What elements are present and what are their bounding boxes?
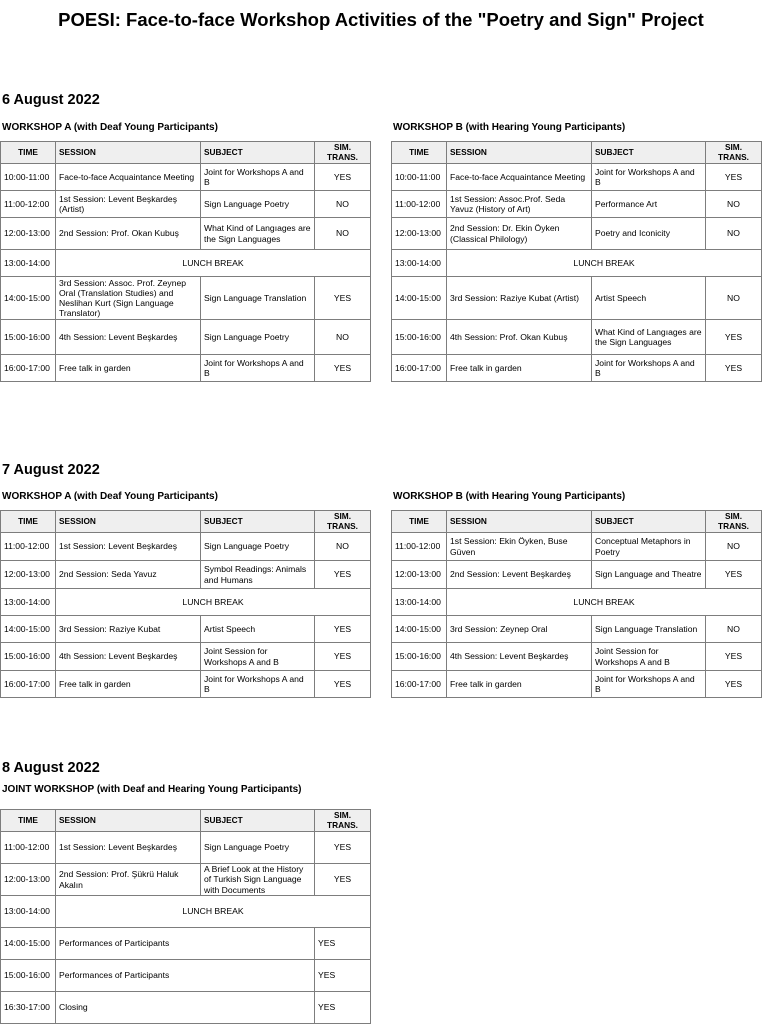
table-header-row: [1, 511, 371, 533]
subject-cell: What Kind of Langıages are the Sign Languages: [201, 218, 315, 250]
sim-trans-cell: YES: [315, 616, 371, 643]
schedule-table-day3-joint: [0, 809, 371, 1024]
header-sim-trans: SIM. TRANS.: [706, 142, 762, 164]
lunch-break-cell: LUNCH BREAK: [56, 250, 371, 277]
time-cell: 10:00-11:00: [392, 164, 447, 191]
sim-trans-cell: YES: [315, 355, 371, 382]
time-cell: 13:00-14:00: [1, 896, 56, 928]
time-cell: 11:00-12:00: [392, 191, 447, 218]
sim-trans-cell: NO: [706, 533, 762, 561]
table-row: [1, 561, 371, 589]
table-row: [392, 164, 762, 191]
header-session: SESSION: [447, 142, 592, 164]
header-session: SESSION: [56, 810, 201, 832]
sim-trans-cell: YES: [315, 928, 371, 960]
schedule-table-day1-workshop-a: [0, 141, 371, 382]
page-title: POESI: Face-to-face Workshop Activities of the "Poetry and Sign" Project: [58, 9, 704, 30]
table-row: [392, 355, 762, 382]
session-cell: Performances of Participants: [56, 928, 315, 960]
time-cell: 15:00-16:00: [1, 320, 56, 355]
table-row: [1, 992, 371, 1024]
header-subject: SUBJECT: [592, 142, 706, 164]
sim-trans-cell: NO: [315, 320, 371, 355]
time-cell: 14:00-15:00: [1, 277, 56, 320]
subject-cell: Joint Session for Workshops A and B: [201, 643, 315, 671]
subject-cell: Joint for Workshops A and B: [592, 355, 706, 382]
table-row: [392, 533, 762, 561]
session-cell: Closing: [56, 992, 315, 1024]
session-cell: 2nd Session: Prof. Şükrü Haluk Akalın: [56, 864, 201, 896]
session-cell: 2nd Session: Levent Beşkardeş: [447, 561, 592, 589]
table-row: [1, 277, 371, 320]
sim-trans-cell: NO: [315, 191, 371, 218]
day-heading-8-august: 8 August 2022: [2, 760, 100, 776]
sim-trans-cell: NO: [706, 191, 762, 218]
time-cell: 13:00-14:00: [392, 589, 447, 616]
table-row: [1, 671, 371, 698]
time-cell: 13:00-14:00: [1, 589, 56, 616]
sim-trans-cell: YES: [315, 561, 371, 589]
lunch-break-row: [392, 250, 762, 277]
sim-trans-cell: YES: [315, 671, 371, 698]
workshop-b-title: WORKSHOP B (with Hearing Young Participants): [393, 491, 626, 502]
workshop-a-title: WORKSHOP A (with Deaf Young Participants): [2, 122, 218, 133]
session-cell: 1st Session: Assoc.Prof. Seda Yavuz (History of Art): [447, 191, 592, 218]
table-row: [1, 320, 371, 355]
time-cell: 10:00-11:00: [1, 164, 56, 191]
sim-trans-cell: NO: [706, 616, 762, 643]
table-row: [1, 928, 371, 960]
session-cell: Free talk in garden: [447, 671, 592, 698]
time-cell: 12:00-13:00: [1, 561, 56, 589]
schedule-table-day2-workshop-a: [0, 510, 371, 698]
subject-cell: Artist Speech: [201, 616, 315, 643]
header-session: SESSION: [56, 142, 201, 164]
header-session: SESSION: [56, 511, 201, 533]
time-cell: 15:00-16:00: [1, 960, 56, 992]
time-cell: 16:30-17:00: [1, 992, 56, 1024]
subject-cell: Sign Language Translation: [592, 616, 706, 643]
session-cell: Face-to-face Acquaintance Meeting: [447, 164, 592, 191]
table-header-row: [1, 810, 371, 832]
sim-trans-cell: YES: [315, 277, 371, 320]
subject-cell: Joint Session for Workshops A and B: [592, 643, 706, 671]
table-row: [392, 191, 762, 218]
table-header-row: [392, 142, 762, 164]
sim-trans-cell: YES: [706, 164, 762, 191]
table-row: [1, 218, 371, 250]
time-cell: 13:00-14:00: [392, 250, 447, 277]
time-cell: 12:00-13:00: [1, 864, 56, 896]
session-cell: 3rd Session: Zeynep Oral: [447, 616, 592, 643]
header-time: TIME: [1, 511, 56, 533]
table-row: [392, 643, 762, 671]
time-cell: 14:00-15:00: [1, 616, 56, 643]
lunch-break-cell: LUNCH BREAK: [447, 589, 762, 616]
sim-trans-cell: YES: [315, 164, 371, 191]
time-cell: 12:00-13:00: [1, 218, 56, 250]
lunch-break-cell: LUNCH BREAK: [447, 250, 762, 277]
subject-cell: Joint for Workshops A and B: [201, 355, 315, 382]
header-time: TIME: [1, 142, 56, 164]
table-header-row: [1, 142, 371, 164]
session-cell: Face-to-face Acquaintance Meeting: [56, 164, 201, 191]
time-cell: 12:00-13:00: [392, 561, 447, 589]
day-heading-6-august: 6 August 2022: [2, 92, 100, 108]
sim-trans-cell: YES: [706, 561, 762, 589]
lunch-break-row: [1, 589, 371, 616]
session-cell: 4th Session: Levent Beşkardeş: [447, 643, 592, 671]
table-row: [1, 643, 371, 671]
table-row: [1, 960, 371, 992]
subject-cell: Sign Language Poetry: [201, 832, 315, 864]
time-cell: 15:00-16:00: [1, 643, 56, 671]
table-row: [392, 561, 762, 589]
header-subject: SUBJECT: [201, 511, 315, 533]
sim-trans-cell: YES: [706, 671, 762, 698]
time-cell: 11:00-12:00: [392, 533, 447, 561]
header-subject: SUBJECT: [201, 142, 315, 164]
sim-trans-cell: YES: [315, 960, 371, 992]
sim-trans-cell: YES: [315, 832, 371, 864]
lunch-break-row: [1, 896, 371, 928]
subject-cell: Symbol Readings: Animals and Humans: [201, 561, 315, 589]
session-cell: 3rd Session: Raziye Kubat: [56, 616, 201, 643]
sim-trans-cell: NO: [706, 277, 762, 320]
time-cell: 14:00-15:00: [1, 928, 56, 960]
workshop-b-title: WORKSHOP B (with Hearing Young Participants): [393, 122, 626, 133]
table-row: [1, 616, 371, 643]
subject-cell: Conceptual Metaphors in Poetry: [592, 533, 706, 561]
session-cell: Free talk in garden: [447, 355, 592, 382]
session-cell: 4th Session: Levent Beşkardeş: [56, 643, 201, 671]
session-cell: 2nd Session: Seda Yavuz: [56, 561, 201, 589]
subject-cell: Sign Language and Theatre: [592, 561, 706, 589]
sim-trans-cell: YES: [706, 320, 762, 355]
sim-trans-cell: YES: [706, 355, 762, 382]
header-subject: SUBJECT: [201, 810, 315, 832]
time-cell: 16:00-17:00: [1, 355, 56, 382]
session-cell: Free talk in garden: [56, 671, 201, 698]
session-cell: 1st Session: Levent Beşkardeş (Artist): [56, 191, 201, 218]
subject-cell: Sign Language Poetry: [201, 533, 315, 561]
workshop-a-title: WORKSHOP A (with Deaf Young Participants): [2, 491, 218, 502]
time-cell: 14:00-15:00: [392, 277, 447, 320]
subject-cell: Poetry and Iconicity: [592, 218, 706, 250]
subject-cell: A Brief Look at the History of Turkish Sign Language with Documents: [201, 864, 315, 896]
lunch-break-cell: LUNCH BREAK: [56, 896, 371, 928]
session-cell: 3rd Session: Raziye Kubat (Artist): [447, 277, 592, 320]
time-cell: 11:00-12:00: [1, 191, 56, 218]
session-cell: Performances of Participants: [56, 960, 315, 992]
header-time: TIME: [392, 142, 447, 164]
table-row: [1, 164, 371, 191]
schedule-table-day1-workshop-b: [391, 141, 762, 382]
subject-cell: Sign Language Translation: [201, 277, 315, 320]
subject-cell: Joint for Workshops A and B: [592, 164, 706, 191]
schedule-table-day2-workshop-b: [391, 510, 762, 698]
header-time: TIME: [1, 810, 56, 832]
time-cell: 11:00-12:00: [1, 832, 56, 864]
header-session: SESSION: [447, 511, 592, 533]
table-row: [392, 277, 762, 320]
day-heading-7-august: 7 August 2022: [2, 462, 100, 478]
session-cell: 1st Session: Levent Beşkardeş: [56, 832, 201, 864]
time-cell: 16:00-17:00: [392, 355, 447, 382]
session-cell: 4th Session: Levent Beşkardeş: [56, 320, 201, 355]
table-row: [1, 355, 371, 382]
header-subject: SUBJECT: [592, 511, 706, 533]
subject-cell: What Kind of Langıages are the Sign Languages: [592, 320, 706, 355]
time-cell: 12:00-13:00: [392, 218, 447, 250]
session-cell: 4th Session: Prof. Okan Kubuş: [447, 320, 592, 355]
session-cell: 1st Session: Ekin Öyken, Buse Güven: [447, 533, 592, 561]
time-cell: 15:00-16:00: [392, 643, 447, 671]
time-cell: 13:00-14:00: [1, 250, 56, 277]
session-cell: 2nd Session: Prof. Okan Kubuş: [56, 218, 201, 250]
sim-trans-cell: NO: [706, 218, 762, 250]
subject-cell: Joint for Workshops A and B: [592, 671, 706, 698]
joint-workshop-title: JOINT WORKSHOP (with Deaf and Hearing Young Participants): [2, 784, 302, 795]
table-row: [392, 671, 762, 698]
table-row: [392, 320, 762, 355]
subject-cell: Joint for Workshops A and B: [201, 671, 315, 698]
lunch-break-row: [392, 589, 762, 616]
table-row: [1, 832, 371, 864]
table-row: [392, 218, 762, 250]
header-sim-trans: SIM. TRANS.: [706, 511, 762, 533]
header-sim-trans: SIM. TRANS.: [315, 142, 371, 164]
session-cell: 1st Session: Levent Beşkardeş: [56, 533, 201, 561]
subject-cell: Artist Speech: [592, 277, 706, 320]
table-row: [1, 191, 371, 218]
sim-trans-cell: NO: [315, 533, 371, 561]
lunch-break-cell: LUNCH BREAK: [56, 589, 371, 616]
header-sim-trans: SIM. TRANS.: [315, 810, 371, 832]
sim-trans-cell: YES: [315, 864, 371, 896]
table-header-row: [392, 511, 762, 533]
sim-trans-cell: YES: [706, 643, 762, 671]
time-cell: 16:00-17:00: [1, 671, 56, 698]
sim-trans-cell: YES: [315, 992, 371, 1024]
time-cell: 15:00-16:00: [392, 320, 447, 355]
subject-cell: Joint for Workshops A and B: [201, 164, 315, 191]
lunch-break-row: [1, 250, 371, 277]
table-row: [1, 533, 371, 561]
sim-trans-cell: NO: [315, 218, 371, 250]
sim-trans-cell: YES: [315, 643, 371, 671]
header-sim-trans: SIM. TRANS.: [315, 511, 371, 533]
subject-cell: Sign Language Poetry: [201, 191, 315, 218]
session-cell: 2nd Session: Dr. Ekin Öyken (Classical Philology): [447, 218, 592, 250]
table-row: [1, 864, 371, 896]
time-cell: 16:00-17:00: [392, 671, 447, 698]
time-cell: 11:00-12:00: [1, 533, 56, 561]
subject-cell: Sign Language Poetry: [201, 320, 315, 355]
table-row: [392, 616, 762, 643]
header-time: TIME: [392, 511, 447, 533]
session-cell: 3rd Session: Assoc. Prof. Zeynep Oral (Translation Studies) and Neslihan Kurt (Sign Language Translator): [56, 277, 201, 320]
subject-cell: Performance Art: [592, 191, 706, 218]
time-cell: 14:00-15:00: [392, 616, 447, 643]
session-cell: Free talk in garden: [56, 355, 201, 382]
